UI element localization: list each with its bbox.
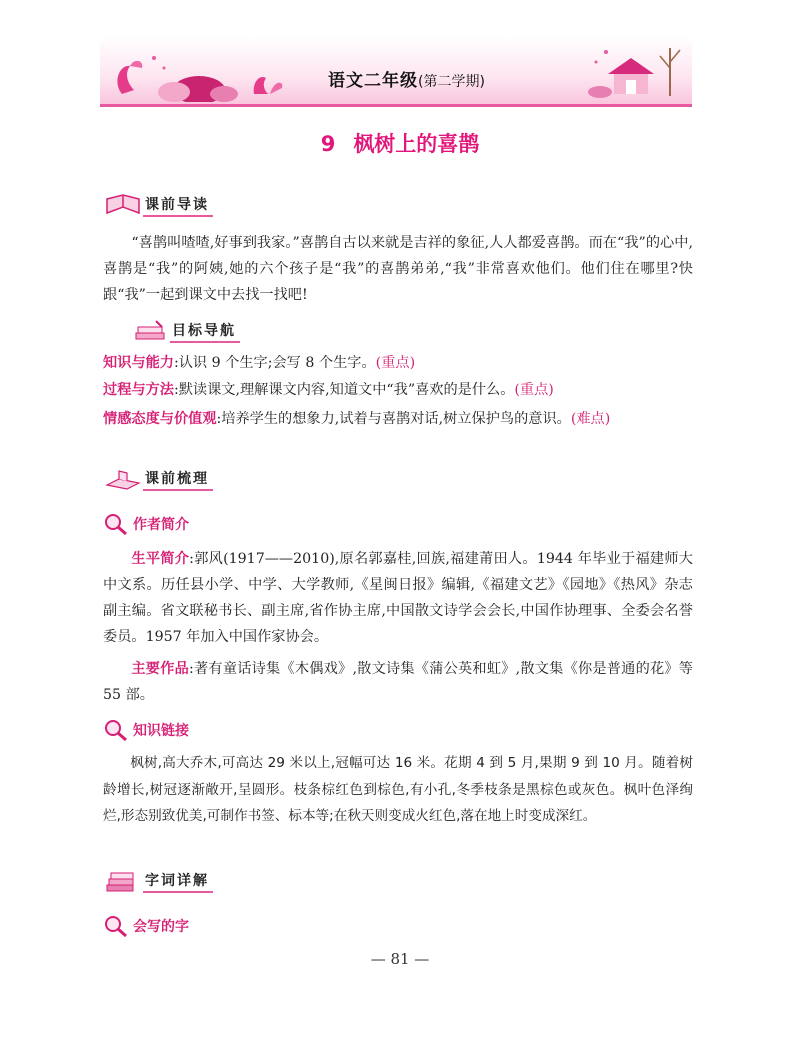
books-stack-icon — [130, 319, 170, 343]
pre-reading-text: “喜鹊叫喳喳,好事到我家。”喜鹊自古以来就是吉祥的象征,人人都爱喜鹊。而在“我”的心中,喜鹊是“我”的阿姨,她的六个孩子是“我”的喜鹊弟弟,“我”非常喜欢他们。他们住在哪里?快跟“我”一起到课文中去找一找吧! — [103, 235, 693, 303]
lesson-title-text: 枫树上的喜鹊 — [353, 132, 480, 156]
section-label: 目标导航 — [170, 320, 240, 343]
header-left-decoration — [104, 44, 304, 102]
works-text: :著有童话诗集《木偶戏》,散文诗集《蒲公英和虹》,散文集《你是普通的花》等 55 部。 — [103, 661, 693, 703]
bio-text: :郭风(1917——2010),原名郭嘉桂,回族,福建莆田人。1944 年毕业于福建师大中文系。历任县小学、中学、大学教师,《星闽日报》编辑,《福建文艺》《园地》《热风》杂志副主编。省文联秘书长、副主席,省作协主席,中国散文诗学会会长,中国作协理事、全委会名誉委员。1957 年加入中国作家协会。 — [103, 551, 693, 645]
section-review — [103, 466, 213, 492]
books-icon — [103, 869, 143, 893]
header-right-decoration — [586, 38, 692, 102]
author-works — [103, 656, 693, 708]
section-label: 课前梳理 — [143, 468, 213, 491]
magnifier-icon — [103, 914, 129, 938]
subsection-author — [103, 512, 189, 536]
book-subtitle: (第二学期) — [418, 74, 485, 90]
section-label: 课前导读 — [143, 194, 213, 217]
lesson-number: 9 — [320, 132, 336, 156]
goal-mark: (重点) — [375, 355, 416, 371]
author-bio — [103, 546, 693, 650]
notebook-icon — [103, 467, 143, 491]
subsection-label: 会写的字 — [133, 919, 189, 935]
goal-key: 知识与能力 — [103, 355, 174, 371]
magnifier-icon — [103, 512, 129, 536]
goal-mark: (重点) — [514, 382, 554, 398]
subsection-writing — [103, 914, 189, 938]
goal-text: :认识 9 个生字;会写 8 个生字。 — [173, 355, 376, 371]
goal-key: 情感态度与价值观 — [103, 411, 217, 427]
book-title: 语文二年级 — [328, 71, 418, 91]
goal-key: 过程与方法 — [103, 382, 174, 398]
goal-mark: (难点) — [570, 411, 611, 427]
magnifier-icon — [103, 718, 129, 742]
goal-text: :默读课文,理解课文内容,知道文中“我”喜欢的是什么。 — [173, 382, 515, 398]
section-words — [103, 868, 213, 894]
page-number: — 81 — — [370, 950, 430, 968]
subsection-knowledge — [103, 718, 189, 742]
bio-key: 生平简介 — [131, 551, 190, 567]
works-key: 主要作品 — [131, 661, 190, 677]
goal-knowledge — [103, 350, 693, 376]
goal-text: :培养学生的想象力,试着与喜鹊对话,树立保护鸟的意识。 — [216, 411, 571, 427]
section-pre-reading — [103, 192, 213, 218]
subsection-label: 作者简介 — [133, 517, 189, 533]
section-label: 字词详解 — [143, 870, 213, 893]
goal-attitude — [103, 406, 693, 432]
goal-process — [103, 377, 693, 403]
subsection-label: 知识链接 — [133, 723, 189, 739]
header-title — [328, 66, 485, 91]
section-goals — [130, 318, 240, 344]
lesson-title — [0, 128, 800, 158]
open-book-icon — [103, 193, 143, 217]
knowledge-text: 枫树,高大乔木,可高达 29 米以上,冠幅可达 16 米。花期 4 到 5 月,果期 9 到 10 月。随着树龄增长,树冠逐渐敞开,呈圆形。枝条棕红色到棕色,有小孔,冬季枝条是黑棕色或灰色。枫叶色泽绚烂,形态别致优美,可制作书签、标本等;在秋天则变成火红色,落在地上时变成深红。 — [103, 755, 693, 824]
